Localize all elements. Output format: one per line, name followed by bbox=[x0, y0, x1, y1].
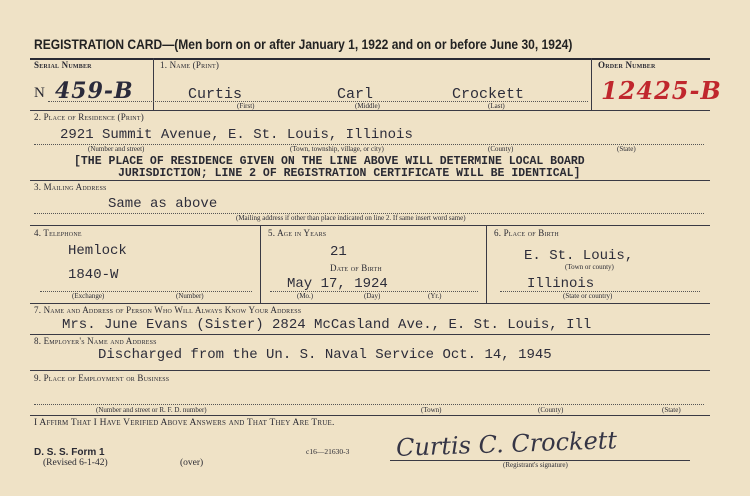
contact-label: 7. Name and Address of Person Who Will Always Know Your Address bbox=[34, 305, 302, 315]
residence-sub-street: (Number and street) bbox=[88, 145, 145, 153]
residence-value: 2921 Summit Avenue, E. St. Louis, Illinois bbox=[60, 127, 413, 143]
dob-value: May 17, 1924 bbox=[287, 276, 388, 292]
middle-name: Carl bbox=[337, 86, 374, 103]
last-name: Crockett bbox=[452, 86, 525, 103]
mailing-value: Same as above bbox=[108, 196, 218, 212]
residence-notice-1: [THE PLACE OF RESIDENCE GIVEN ON THE LINE ABOVE WILL DETERMINE LOCAL BOARD bbox=[74, 155, 585, 168]
form-number: D. S. S. Form 1 bbox=[34, 447, 105, 458]
mailing-sub: (Mailing address if other than place indicated on line 2. If same insert word same) bbox=[236, 214, 466, 222]
signature-label: (Registrant's signature) bbox=[503, 461, 568, 469]
last-sub: (Last) bbox=[488, 102, 505, 110]
dob-sub-day: (Day) bbox=[364, 292, 381, 300]
employment-sub-state: (State) bbox=[662, 406, 681, 414]
residence-label: 2. Place of Residence (Print) bbox=[34, 112, 144, 122]
form-revised: (Revised 6-1-42) bbox=[43, 458, 108, 468]
mailing-label: 3. Mailing Address bbox=[34, 182, 107, 192]
form-over: (over) bbox=[180, 458, 204, 468]
birthplace-sub-state: (State or country) bbox=[563, 292, 613, 300]
birthplace-sub-town: (Town or county) bbox=[565, 263, 614, 271]
birthplace-label: 6. Place of Birth bbox=[494, 228, 559, 238]
employer-value: Discharged from the Un. S. Naval Service Oct. 14, 1945 bbox=[98, 347, 552, 363]
order-label: Order Number bbox=[598, 60, 656, 70]
telephone-sub-number: (Number) bbox=[176, 292, 204, 300]
telephone-sub-exchange: (Exchange) bbox=[72, 292, 105, 300]
order-number: 12425-B bbox=[601, 76, 722, 105]
affirmation: I Affirm That I Have Verified Above Answers and That They Are True. bbox=[34, 418, 335, 428]
name-label: 1. Name (Print) bbox=[160, 60, 220, 70]
age-value: 21 bbox=[330, 244, 347, 260]
employer-label: 8. Employer's Name and Address bbox=[34, 336, 157, 346]
contact-value: Mrs. June Evans (Sister) 2824 McCasland Ave., E. St. Louis, Ill bbox=[62, 317, 592, 333]
telephone-number: 1840-W bbox=[68, 267, 119, 283]
middle-sub: (Middle) bbox=[355, 102, 380, 110]
birthplace-state: Illinois bbox=[527, 276, 595, 292]
serial-number: 459-B bbox=[55, 78, 134, 104]
age-label: 5. Age in Years bbox=[268, 228, 327, 238]
employment-sub-county: (County) bbox=[538, 406, 564, 414]
residence-sub-county: (County) bbox=[488, 145, 514, 153]
form-code: c16—21630-3 bbox=[306, 447, 350, 456]
dob-label: Date of Birth bbox=[330, 263, 382, 273]
first-sub: (First) bbox=[237, 102, 255, 110]
first-name: Curtis bbox=[188, 86, 243, 103]
residence-notice-2: JURISDICTION; LINE 2 OF REGISTRATION CERTIFICATE WILL BE IDENTICAL] bbox=[118, 167, 581, 180]
residence-sub-state: (State) bbox=[617, 145, 636, 153]
employment-sub-street: (Number and street or R. F. D. number) bbox=[96, 406, 207, 414]
registrant-signature: Curtis C. Crockett bbox=[395, 426, 618, 462]
serial-prefix: N bbox=[34, 85, 45, 101]
employment-sub-town: (Town) bbox=[421, 406, 442, 414]
employment-label: 9. Place of Employment or Business bbox=[34, 373, 170, 383]
birthplace-town: E. St. Louis, bbox=[524, 248, 634, 264]
telephone-label: 4. Telephone bbox=[34, 228, 82, 238]
dob-sub-yr: (Yr.) bbox=[428, 292, 442, 300]
card-title: REGISTRATION CARD—(Men born on or after January 1, 1922 and on or before June 30, 1924) bbox=[34, 36, 573, 52]
dob-sub-mo: (Mo.) bbox=[297, 292, 314, 300]
serial-label: Serial Number bbox=[34, 60, 92, 70]
residence-sub-town: (Town, township, village, or city) bbox=[290, 145, 384, 153]
telephone-exchange: Hemlock bbox=[68, 243, 127, 259]
